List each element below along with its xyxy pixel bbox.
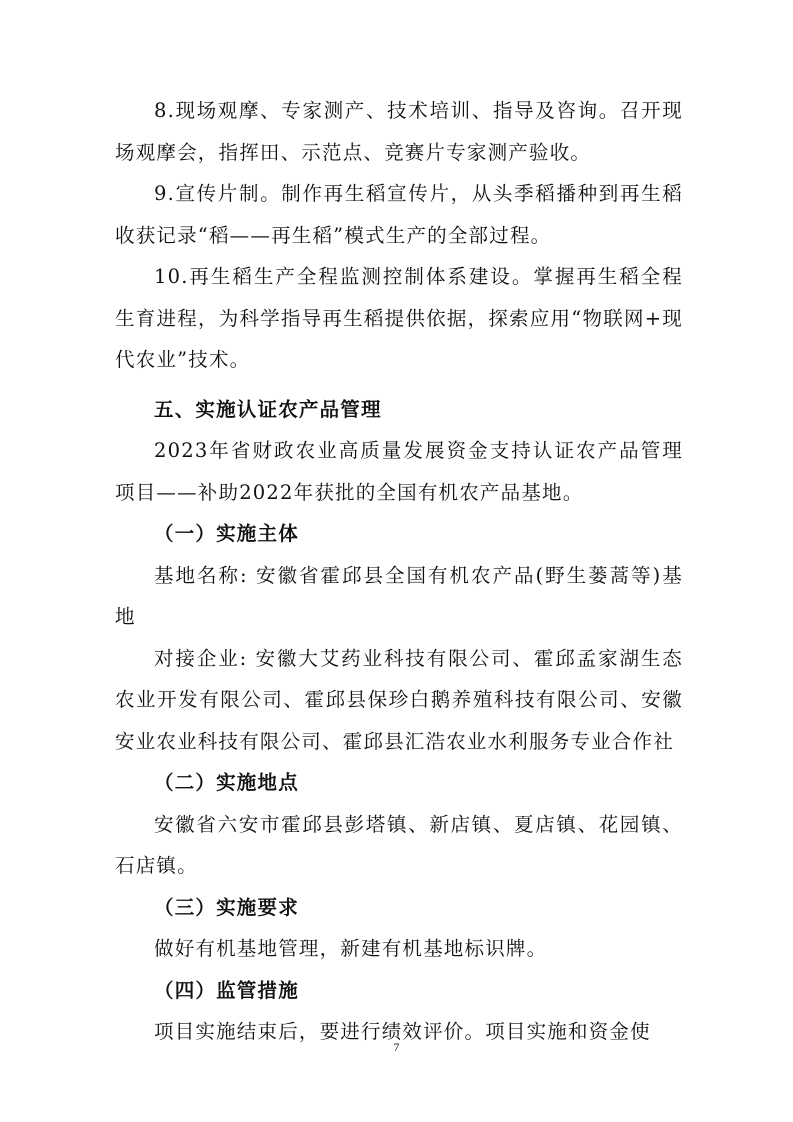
subheading-requirements: （三）实施要求 [154, 895, 299, 919]
paragraph-requirements: 做好有机基地管理，新建有机基地标识牌。 [154, 937, 548, 960]
paragraph-section5-intro: 2023年省财政农业高质量发展资金支持认证农产品管理项目——补助2022年获批的全国有机农产品基地。 [115, 439, 683, 504]
document-body [115, 90, 683, 1053]
paragraph-supervision: 项目实施结束后，要进行绩效评价。项目实施和资金使 [154, 1020, 651, 1043]
subheading-supervision: （四）监管措施 [154, 978, 299, 1002]
subheading-location: （二）实施地点 [154, 771, 299, 794]
page-number: 7 [393, 1040, 400, 1054]
section-heading-5: 五、实施认证农产品管理 [154, 397, 382, 421]
paragraph-base-name: 基地名称: 安徽省霍邱县全国有机农产品(野生蒌蒿等)基地 [115, 563, 683, 628]
paragraph-partner-companies: 对接企业: 安徽大艾药业科技有限公司、霍邱孟家湖生态农业开发有限公司、霍邱县保珍白鹅养殖科技有限公司、安徽安业农业科技有限公司、霍邱县汇浩农业水利服务专业合作社 [115, 646, 683, 753]
paragraph-item-8: 8.现场观摩、专家测产、技术培训、指导及咨询。召开现场观摩会，指挥田、示范点、竞赛片专家测产验收。 [115, 99, 683, 164]
paragraph-item-9: 9.宣传片制。制作再生稻宣传片，从头季稻播种到再生稻收获记录“稻——再生稻”模式生产的全部过程。 [115, 182, 683, 247]
paragraph-item-10: 10.再生稻生产全程监测控制体系建设。掌握再生稻全程生育进程，为科学指导再生稻提供依据，探索应用“物联网+现代农业”技术。 [115, 265, 683, 371]
subheading-implementing-entity: （一）实施主体 [154, 522, 299, 545]
paragraph-location: 安徽省六安市霍邱县彭塔镇、新店镇、夏店镇、花园镇、石店镇。 [115, 812, 683, 877]
